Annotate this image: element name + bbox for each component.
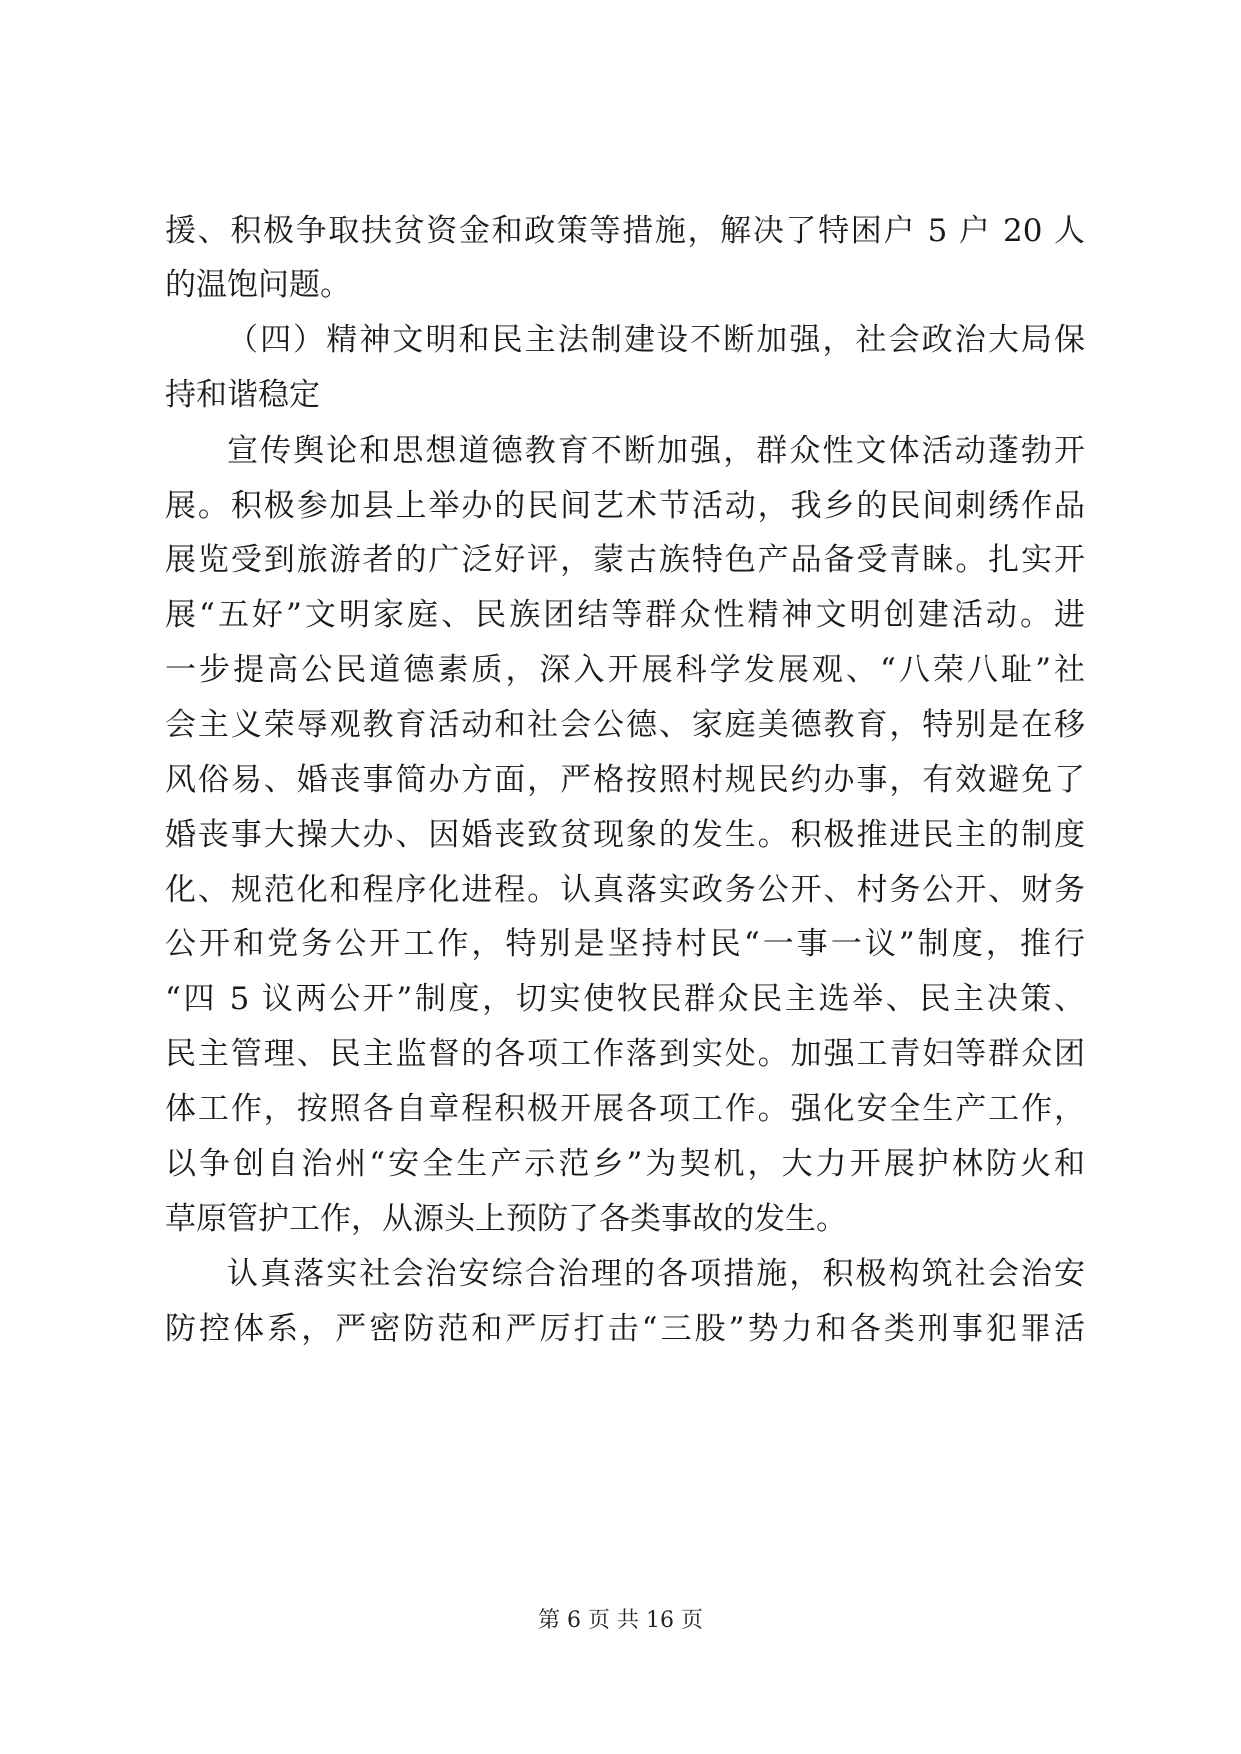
text-line: 风俗易、婚丧事简办方面，严格按照村规民约办事，有效避免了 xyxy=(165,762,1085,798)
text-line: 展览受到旅游者的广泛好评，蒙古族特色产品备受青睐。扎实开 xyxy=(165,542,1085,578)
page-number-footer: 第 6 页 共 16 页 xyxy=(538,1608,703,1633)
text-line: 以争创自治州“安全生产示范乡”为契机，大力开展护林防火和 xyxy=(165,1146,1085,1182)
text-line: 认真落实社会治安综合治理的各项措施，积极构筑社会治安 xyxy=(227,1256,1085,1292)
text-line: 草原管护工作，从源头上预防了各类事故的发生。 xyxy=(165,1201,847,1237)
text-line: 体工作，按照各自章程积极开展各项工作。强化安全生产工作， xyxy=(165,1091,1085,1127)
text-line: 防控体系，严密防范和严厉打击“三股”势力和各类刑事犯罪活 xyxy=(165,1311,1085,1347)
text-line: 一步提高公民道德素质，深入开展科学发展观、“八荣八耻”社 xyxy=(165,652,1085,688)
text-line: 展“五好”文明家庭、民族团结等群众性精神文明创建活动。进 xyxy=(165,597,1085,633)
text-line: “四 5 议两公开”制度，切实使牧民群众民主选举、民主决策、 xyxy=(165,981,1085,1017)
text-line: 民主管理、民主监督的各项工作落到实处。加强工青妇等群众团 xyxy=(165,1036,1085,1072)
text-line: 化、规范化和程序化进程。认真落实政务公开、村务公开、财务 xyxy=(165,872,1085,908)
section-heading-line: （四）精神文明和民主法制建设不断加强，社会政治大局保 xyxy=(227,322,1085,358)
text-line: 的温饱问题。 xyxy=(165,267,351,303)
text-line: 援、积极争取扶贫资金和政策等措施，解决了特困户 5 户 20 人 xyxy=(165,213,1085,249)
text-line: 婚丧事大操大办、因婚丧致贫现象的发生。积极推进民主的制度 xyxy=(165,817,1085,853)
text-line: 宣传舆论和思想道德教育不断加强，群众性文体活动蓬勃开 xyxy=(227,433,1085,469)
section-heading-line: 持和谐稳定 xyxy=(165,377,320,413)
text-line: 公开和党务公开工作，特别是坚持村民“一事一议”制度，推行 xyxy=(165,926,1085,962)
text-line: 展。积极参加县上举办的民间艺术节活动，我乡的民间刺绣作品 xyxy=(165,488,1085,524)
text-line: 会主义荣辱观教育活动和社会公德、家庭美德教育，特别是在移 xyxy=(165,707,1085,743)
